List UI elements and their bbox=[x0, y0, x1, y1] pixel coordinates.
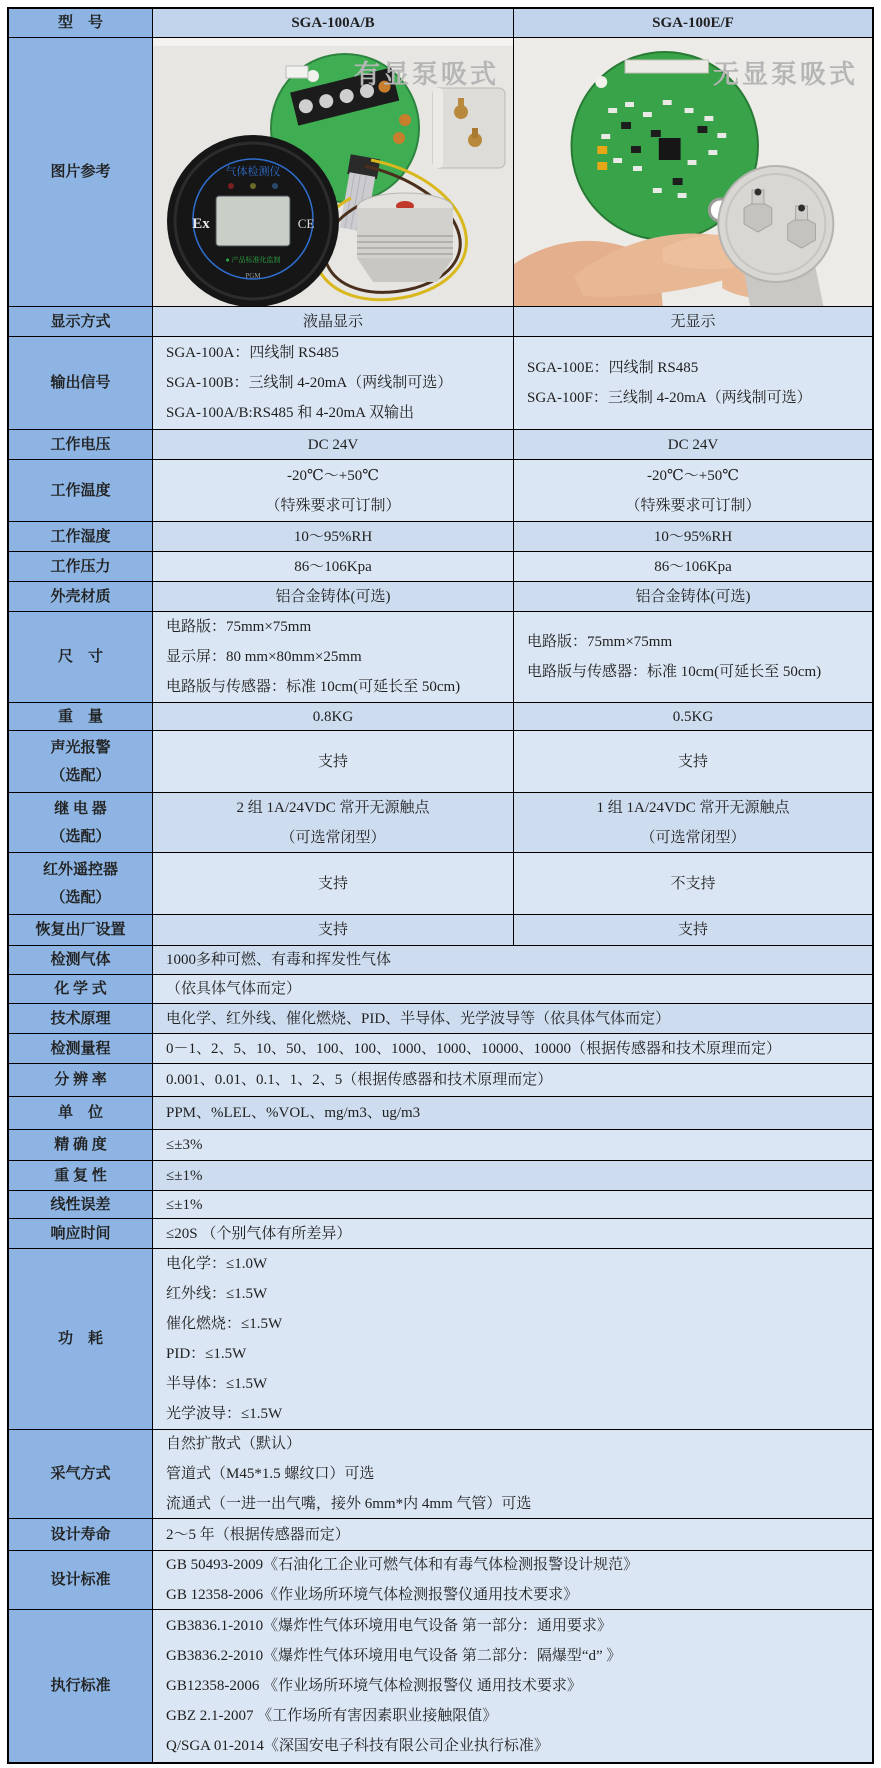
spec-row bbox=[9, 612, 872, 703]
spec-value-cell bbox=[153, 1249, 872, 1429]
spec-row bbox=[9, 430, 872, 460]
row-label: 精 确 度 bbox=[54, 1137, 107, 1153]
spec-value-line: ≤±3% bbox=[166, 1137, 203, 1153]
row-label: 恢复出厂设置 bbox=[35, 922, 126, 938]
row-label: 单 位 bbox=[57, 1105, 103, 1121]
row-label: 显示方式 bbox=[50, 313, 111, 330]
spec-value-cell bbox=[153, 915, 514, 945]
spec-value-line: 铝合金铸体(可选) bbox=[275, 588, 391, 605]
spec-value-line: SGA-100A：四线制 RS485 bbox=[166, 345, 339, 361]
spec-value-line: 催化燃烧：≤1.5W bbox=[166, 1316, 283, 1332]
row-label-cell bbox=[9, 915, 153, 945]
spec-value-cell bbox=[514, 853, 872, 914]
ex-mark: Ex bbox=[192, 216, 210, 232]
spec-row bbox=[9, 1191, 872, 1219]
row-label: 工作电压 bbox=[50, 436, 111, 453]
spec-value-line: 0.5KG bbox=[672, 708, 714, 725]
row-label: 红外遥控器 bbox=[42, 861, 118, 878]
row-label: 重 复 性 bbox=[54, 1167, 107, 1184]
row-label-cell bbox=[9, 1004, 153, 1033]
row-label-cell bbox=[9, 582, 153, 611]
image-row-label-cell bbox=[9, 38, 153, 306]
spec-row bbox=[9, 337, 872, 430]
spec-rows-container bbox=[9, 307, 872, 1762]
image-row-label: 图片参考 bbox=[50, 164, 111, 180]
spec-value-cell bbox=[514, 307, 872, 336]
row-label: 尺 寸 bbox=[57, 649, 103, 665]
spec-value-line: GB 12358-2006《作业场所环境气体检测报警仪通用技术要求》 bbox=[166, 1587, 579, 1603]
row-label-cell bbox=[9, 793, 153, 852]
spec-value-line: 电化学、红外线、催化燃烧、PID、半导体、光学波导等（依具体气体而定） bbox=[166, 1010, 671, 1027]
row-label-cell bbox=[9, 1249, 153, 1429]
row-label-cell bbox=[9, 1130, 153, 1160]
spec-value-cell bbox=[514, 582, 872, 611]
spec-value-cell bbox=[153, 853, 514, 914]
spec-value-cell bbox=[153, 703, 514, 730]
ce-mark: CE bbox=[297, 216, 315, 231]
row-label-cell bbox=[9, 1161, 153, 1190]
spec-value-cell bbox=[514, 612, 872, 702]
row-label-cell bbox=[9, 430, 153, 459]
spec-value-line: 不支持 bbox=[670, 875, 716, 892]
spec-value-cell bbox=[153, 460, 514, 521]
spec-row bbox=[9, 1034, 872, 1064]
photo-left-cell bbox=[153, 38, 514, 306]
spec-value-cell bbox=[153, 975, 872, 1003]
spec-value-cell bbox=[153, 1097, 872, 1129]
spec-value-line: 86～106Kpa bbox=[294, 558, 372, 575]
spec-value-cell bbox=[514, 522, 872, 551]
row-label: 声光报警 bbox=[50, 739, 111, 756]
spec-value-line: 半导体：≤1.5W bbox=[166, 1376, 268, 1392]
row-label: 采气方式 bbox=[50, 1466, 111, 1482]
spec-value-cell bbox=[153, 1191, 872, 1218]
spec-value-line: SGA-100F：三线制 4-20mA（两线制可选） bbox=[527, 390, 812, 406]
header-model-label: 型 号 bbox=[57, 15, 103, 31]
spec-value-line: 液晶显示 bbox=[302, 313, 363, 330]
spec-row bbox=[9, 1610, 872, 1762]
spec-value-line: 1000多种可燃、有毒和挥发性气体 bbox=[166, 952, 392, 968]
spec-value-line: -20℃～+50℃ bbox=[646, 467, 739, 484]
row-label: （选配） bbox=[50, 828, 111, 845]
spec-value-cell bbox=[153, 1161, 872, 1190]
row-label-cell bbox=[9, 1064, 153, 1096]
spec-value-line: 10～95%RH bbox=[293, 528, 373, 545]
spec-value-cell bbox=[153, 1034, 872, 1063]
spec-value-line: （可选常闭型） bbox=[280, 829, 386, 846]
row-label: 输出信号 bbox=[50, 375, 111, 391]
row-label-cell bbox=[9, 975, 153, 1003]
spec-value-line: ≤±1% bbox=[166, 1167, 203, 1184]
spec-value-line: GB 50493-2009《石油化工企业可燃气体和有毒气体检测报警设计规范》 bbox=[166, 1557, 639, 1573]
row-label: 响应时间 bbox=[50, 1225, 111, 1242]
spec-value-cell bbox=[153, 1551, 872, 1609]
spec-row bbox=[9, 915, 872, 946]
row-label-cell bbox=[9, 460, 153, 521]
spec-value-cell bbox=[153, 307, 514, 336]
spec-value-line: SGA-100A/B:RS485 和 4-20mA 双输出 bbox=[166, 405, 414, 421]
spec-row bbox=[9, 1430, 872, 1519]
row-label: 化 学 式 bbox=[54, 981, 107, 997]
spec-value-line: 支持 bbox=[317, 922, 348, 938]
spec-row bbox=[9, 793, 872, 853]
spec-row bbox=[9, 975, 872, 1004]
spec-value-line: 86～106Kpa bbox=[654, 558, 732, 575]
row-label-cell bbox=[9, 1430, 153, 1518]
spec-value-line: 支持 bbox=[677, 753, 708, 770]
row-label-cell bbox=[9, 853, 153, 914]
spec-value-cell bbox=[153, 552, 514, 581]
spec-value-line: 红外线：≤1.5W bbox=[166, 1286, 268, 1302]
spec-row bbox=[9, 1249, 872, 1430]
spec-row bbox=[9, 731, 872, 793]
spec-value-cell bbox=[514, 731, 872, 792]
spec-value-cell bbox=[514, 552, 872, 581]
header-model-b: SGA-100E/F bbox=[652, 14, 734, 31]
spec-value-line: 流通式（一进一出气嘴，接外 6mm*内 4mm 气管）可选 bbox=[166, 1496, 532, 1512]
spec-value-cell bbox=[514, 337, 872, 429]
spec-value-line: GB3836.2-2010《爆炸性气体环境用电气设备 第二部分：隔爆型“d” 》 bbox=[166, 1648, 622, 1664]
row-label-cell bbox=[9, 703, 153, 730]
row-label: 设计寿命 bbox=[50, 1526, 111, 1543]
row-label: 工作湿度 bbox=[50, 528, 111, 545]
spec-row bbox=[9, 582, 872, 612]
spec-value-line: SGA-100B：三线制 4-20mA（两线制可选） bbox=[166, 375, 453, 391]
table-header-row bbox=[9, 9, 872, 38]
spec-value-cell bbox=[514, 703, 872, 730]
spec-value-line: DC 24V bbox=[667, 436, 719, 453]
spec-value-cell bbox=[153, 612, 514, 702]
pgm-label: PGM bbox=[245, 272, 261, 280]
row-label: 外壳材质 bbox=[50, 588, 111, 605]
spec-value-line: 1 组 1A/24VDC 常开无源触点 bbox=[596, 799, 790, 816]
spec-value-line: （特殊要求可订制） bbox=[625, 497, 761, 514]
spec-value-cell bbox=[153, 1064, 872, 1096]
spec-value-line: PPM、%LEL、%VOL、mg/m3、ug/m3 bbox=[166, 1105, 421, 1121]
header-model-a-cell bbox=[153, 9, 514, 37]
row-label: 重 量 bbox=[57, 708, 103, 725]
spec-value-line: 0.8KG bbox=[312, 708, 354, 725]
spec-value-cell bbox=[153, 793, 514, 852]
spec-row bbox=[9, 1551, 872, 1610]
row-label: 分 辨 率 bbox=[54, 1072, 107, 1088]
header-model-b-cell bbox=[514, 9, 872, 37]
spec-value-cell bbox=[153, 582, 514, 611]
spec-value-cell bbox=[153, 1430, 872, 1518]
spec-value-line: 电路版：75mm×75mm bbox=[166, 619, 312, 635]
spec-value-line: GB12358-2006 《作业场所环境气体检测报警仪 通用技术要求》 bbox=[166, 1678, 582, 1694]
spec-value-cell bbox=[514, 793, 872, 852]
spec-value-cell bbox=[153, 1004, 872, 1033]
row-label-cell bbox=[9, 731, 153, 792]
row-label: 设计标准 bbox=[50, 1572, 111, 1588]
spec-value-cell bbox=[153, 731, 514, 792]
row-label-cell bbox=[9, 1191, 153, 1218]
spec-value-line: 电路版与传感器：标准 10cm(可延长至 50cm) bbox=[166, 679, 461, 695]
row-label: 执行标准 bbox=[50, 1678, 111, 1694]
spec-row bbox=[9, 1130, 872, 1161]
row-label-cell bbox=[9, 1519, 153, 1550]
spec-row bbox=[9, 703, 872, 731]
spec-value-line: Q/SGA 01-2014《深国安电子科技有限公司企业执行标准》 bbox=[166, 1738, 549, 1754]
spec-value-cell bbox=[514, 915, 872, 945]
row-label: 继 电 器 bbox=[54, 800, 107, 817]
spec-value-line: 2～5 年（根据传感器而定） bbox=[166, 1526, 350, 1543]
spec-value-cell bbox=[153, 522, 514, 551]
spec-value-line: -20℃～+50℃ bbox=[286, 467, 379, 484]
image-reference-row bbox=[9, 38, 872, 307]
spec-table bbox=[7, 7, 874, 1764]
spec-value-line: 电路版与传感器：标准 10cm(可延长至 50cm) bbox=[527, 664, 822, 680]
spec-row bbox=[9, 946, 872, 975]
spec-row bbox=[9, 522, 872, 552]
spec-value-line: 显示屏：80 mm×80mm×25mm bbox=[166, 649, 362, 665]
row-label: 工作温度 bbox=[50, 482, 111, 499]
spec-value-cell bbox=[514, 430, 872, 459]
spec-row bbox=[9, 1161, 872, 1191]
spec-value-line: 支持 bbox=[317, 875, 348, 892]
photo-right-cell bbox=[514, 38, 872, 306]
header-model-label-cell bbox=[9, 9, 153, 37]
row-label-cell bbox=[9, 612, 153, 702]
spec-row bbox=[9, 552, 872, 582]
header-model-a: SGA-100A/B bbox=[291, 14, 375, 31]
spec-value-cell bbox=[153, 1519, 872, 1550]
spec-value-line: 0－1、2、5、10、50、100、100、1000、1000、10000、10000（根据传感器和技术原理而定） bbox=[166, 1040, 782, 1057]
row-label: 线性误差 bbox=[50, 1196, 111, 1213]
spec-value-line: 0.001、0.01、0.1、1、2、5（根据传感器和技术原理而定） bbox=[166, 1072, 553, 1088]
spec-value-line: 铝合金铸体(可选) bbox=[635, 588, 751, 605]
row-label-cell bbox=[9, 1551, 153, 1609]
spec-value-line: ≤±1% bbox=[166, 1196, 203, 1213]
spec-row bbox=[9, 307, 872, 337]
spec-value-line: 无显示 bbox=[670, 313, 716, 330]
spec-value-cell bbox=[153, 430, 514, 459]
row-label: （选配） bbox=[50, 889, 111, 906]
spec-value-line: （依具体气体而定） bbox=[166, 981, 302, 997]
spec-row bbox=[9, 1219, 872, 1249]
row-label-cell bbox=[9, 522, 153, 551]
spec-value-cell bbox=[153, 946, 872, 974]
watermark-left: 有显泵吸式 bbox=[353, 60, 499, 89]
svg-text:● 产品标准化监制: ● 产品标准化监制 bbox=[225, 256, 281, 264]
spec-value-cell bbox=[153, 337, 514, 429]
watermark-right: 无显泵吸式 bbox=[712, 60, 858, 89]
row-label-cell bbox=[9, 1610, 153, 1762]
spec-value-line: SGA-100E：四线制 RS485 bbox=[527, 360, 699, 376]
spec-value-cell bbox=[153, 1130, 872, 1160]
spec-value-line: 光学波导：≤1.5W bbox=[166, 1406, 283, 1422]
spec-value-line: 2 组 1A/24VDC 常开无源触点 bbox=[236, 799, 430, 816]
spec-value-line: （可选常闭型） bbox=[640, 829, 746, 846]
spec-value-line: 支持 bbox=[677, 922, 708, 938]
spec-row bbox=[9, 1097, 872, 1130]
spec-row bbox=[9, 1064, 872, 1097]
spec-value-line: （特殊要求可订制） bbox=[265, 497, 401, 514]
row-label: （选配） bbox=[50, 767, 111, 784]
spec-value-line: 电路版：75mm×75mm bbox=[527, 634, 673, 650]
spec-value-line: GBZ 2.1-2007 《工作场所有害因素职业接触限值》 bbox=[166, 1708, 498, 1724]
row-label-cell bbox=[9, 552, 153, 581]
row-label-cell bbox=[9, 1097, 153, 1129]
spec-value-line: 电化学：≤1.0W bbox=[166, 1256, 268, 1272]
spec-value-line: PID：≤1.5W bbox=[166, 1346, 247, 1362]
spec-value-cell bbox=[514, 460, 872, 521]
row-label-cell bbox=[9, 1034, 153, 1063]
row-label-cell bbox=[9, 1219, 153, 1248]
spec-row bbox=[9, 853, 872, 915]
row-label-cell bbox=[9, 307, 153, 336]
spec-row bbox=[9, 460, 872, 522]
spec-value-line: 10～95%RH bbox=[653, 528, 733, 545]
row-label-cell bbox=[9, 337, 153, 429]
row-label: 工作压力 bbox=[50, 558, 111, 575]
row-label: 技术原理 bbox=[50, 1010, 111, 1027]
spec-value-line: 自然扩散式（默认） bbox=[166, 1436, 302, 1452]
spec-row bbox=[9, 1004, 872, 1034]
device-title-text: 气体检测仪 bbox=[225, 166, 281, 178]
spec-value-line: GB3836.1-2010《爆炸性气体环境用电气设备 第一部分：通用要求》 bbox=[166, 1618, 612, 1634]
row-label-cell bbox=[9, 946, 153, 974]
row-label: 检测量程 bbox=[50, 1040, 111, 1057]
spec-value-line: 管道式（M45*1.5 螺纹口）可选 bbox=[166, 1466, 375, 1482]
row-label: 检测气体 bbox=[50, 952, 111, 968]
spec-value-cell bbox=[153, 1610, 872, 1762]
spec-value-line: DC 24V bbox=[307, 436, 359, 453]
spec-value-line: 支持 bbox=[317, 753, 348, 770]
row-label: 功 耗 bbox=[57, 1331, 103, 1347]
spec-row bbox=[9, 1519, 872, 1551]
spec-value-cell bbox=[153, 1219, 872, 1248]
spec-value-line: ≤20S （个别气体有所差异） bbox=[166, 1225, 352, 1242]
